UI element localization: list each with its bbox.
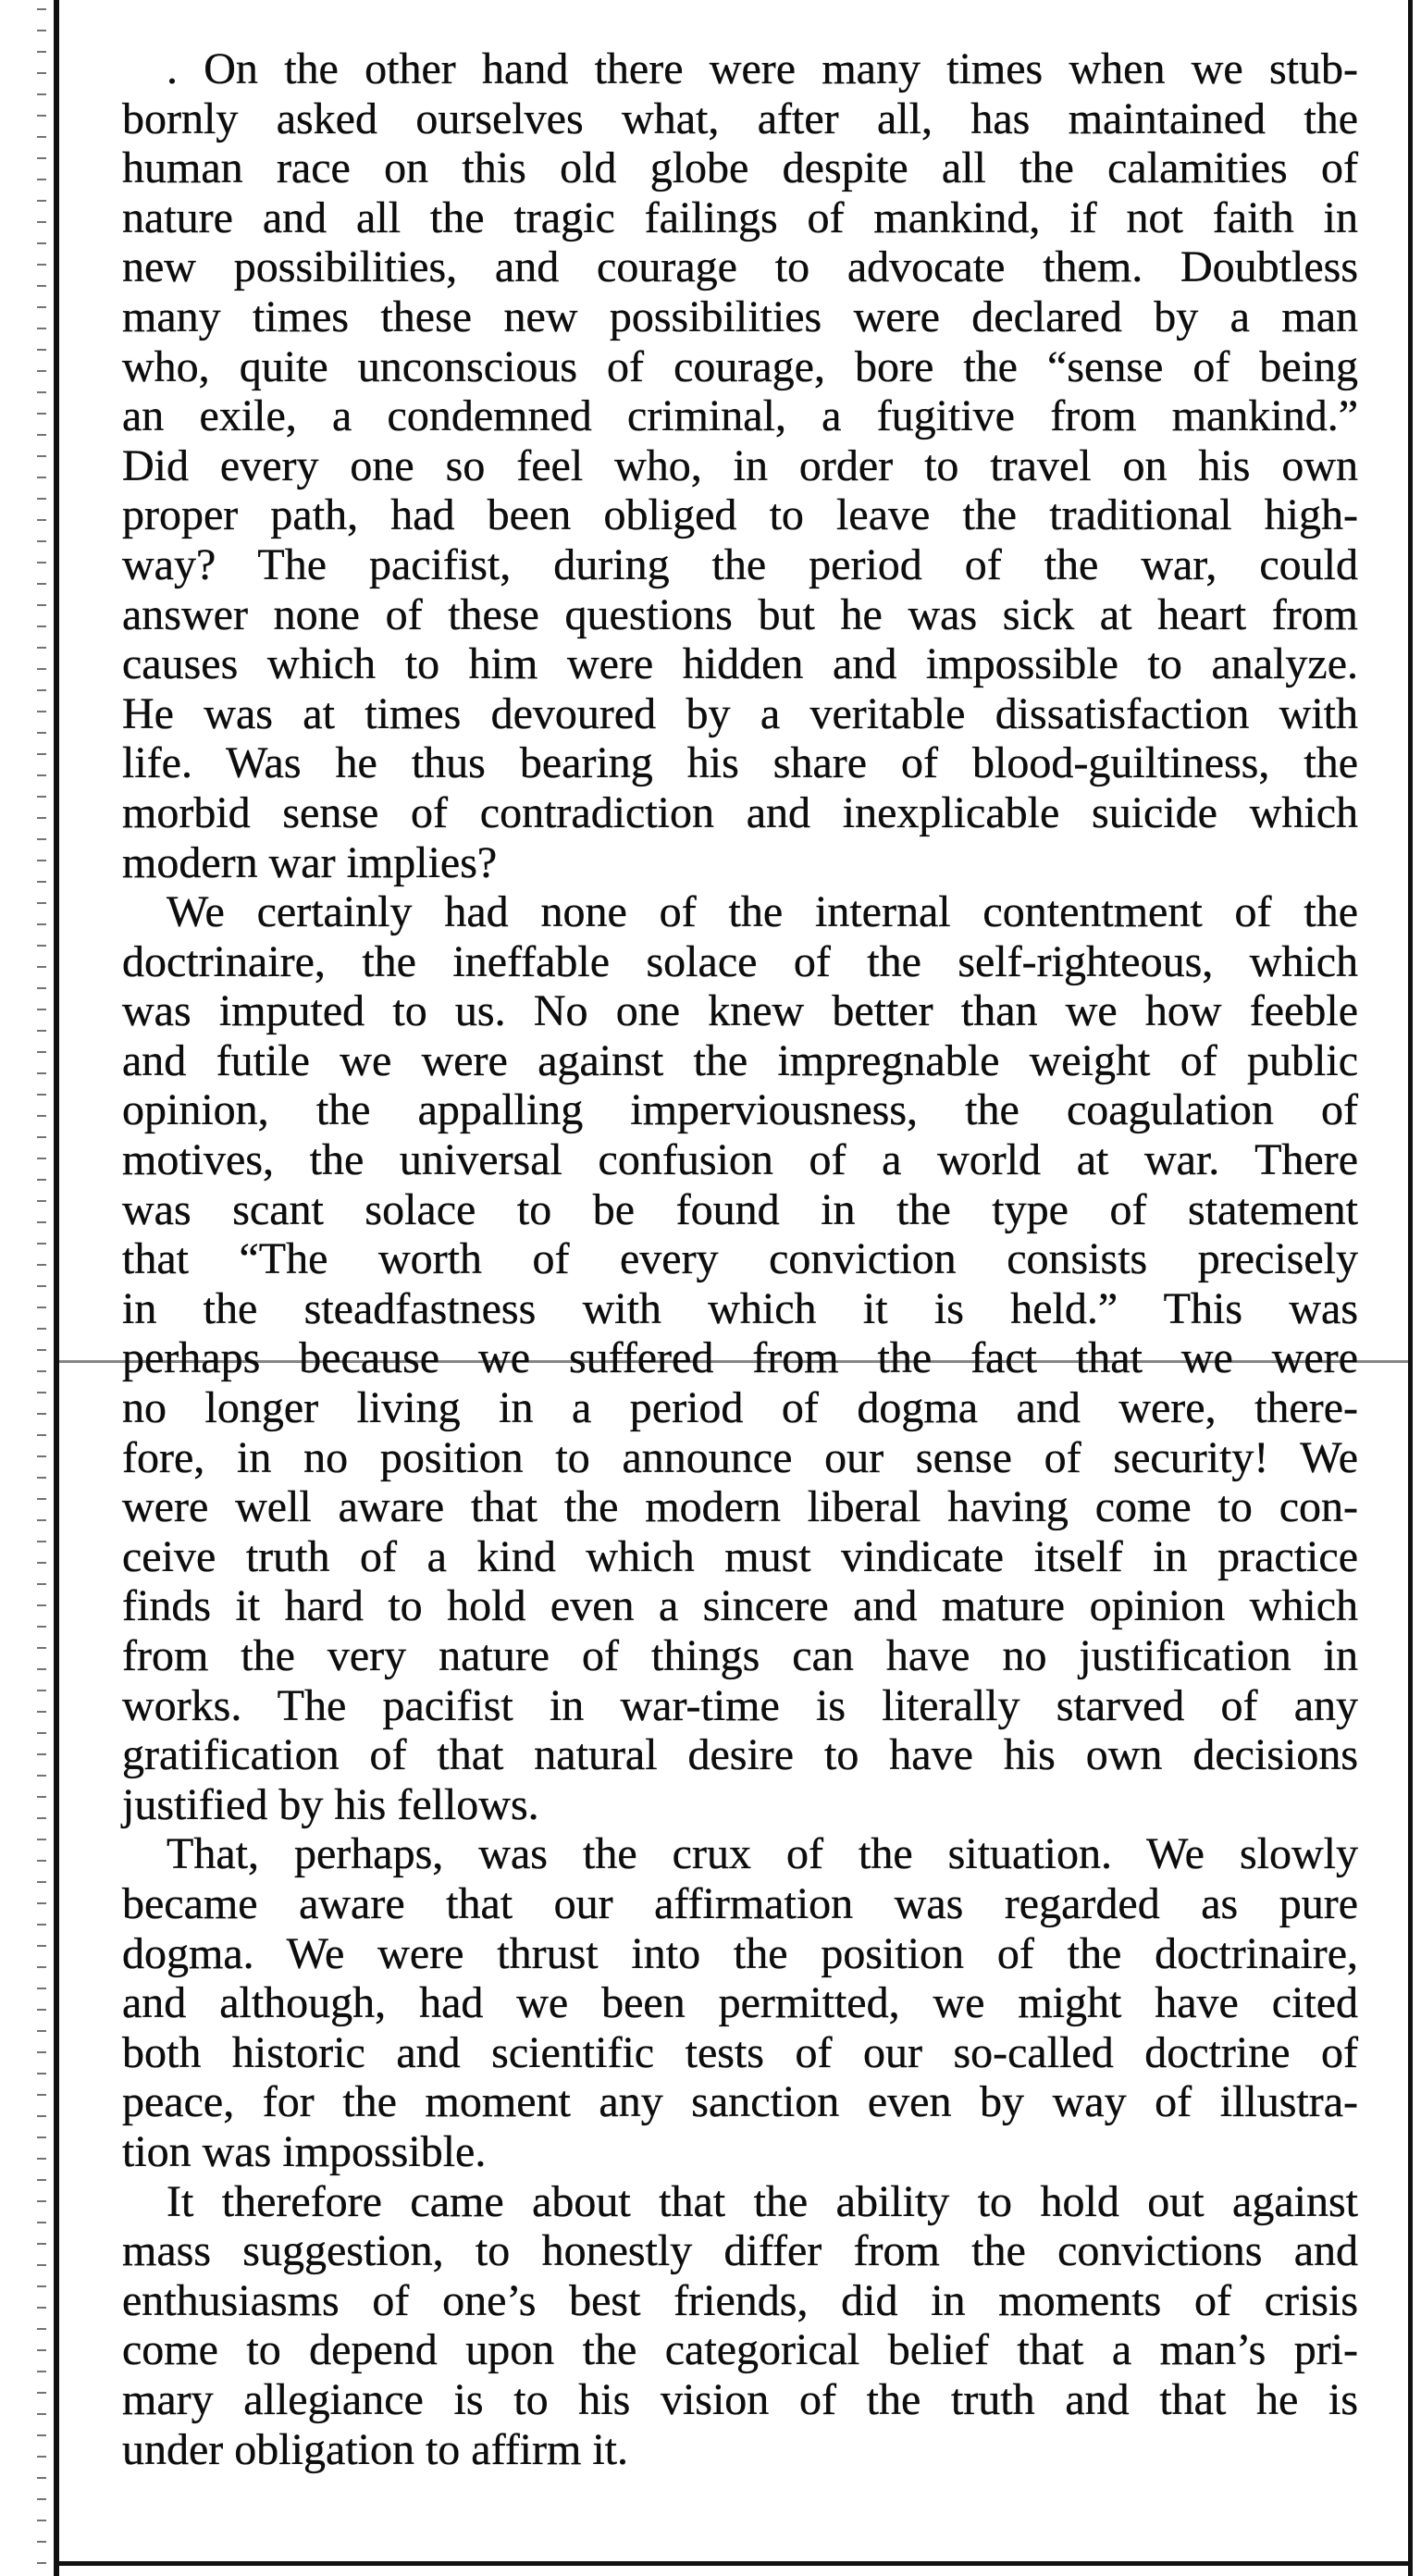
- text-line: justified by his fellows.: [122, 1779, 539, 1829]
- text-line: answer none of these questions but he was sick at heart from: [122, 589, 1358, 639]
- text-line: He was at times devoured by a veritable dissatisfaction with: [122, 688, 1358, 738]
- text-line: motives, the universal confusion of a world at war. There: [122, 1135, 1358, 1185]
- text-line: Did every one so feel who, in order to travel on his own: [122, 440, 1358, 490]
- text-line: works. The pacifist in war-time is literally starved of any: [122, 1680, 1358, 1730]
- text-line: mary allegiance is to his vision of the truth and that he is: [122, 2374, 1358, 2424]
- text-line: perhaps because we suffered from the fact that we were: [122, 1333, 1358, 1383]
- text-line: bornly asked ourselves what, after all, has maintained the: [122, 93, 1358, 143]
- text-line: doctrinaire, the ineffable solace of the self-righteous, which: [122, 936, 1358, 986]
- text-line: way? The pacifist, during the period of the war, could: [122, 539, 1358, 589]
- text-line: causes which to him were hidden and impossible to analyze.: [122, 639, 1358, 689]
- text-line: peace, for the moment any sanction even by way of illustra-: [122, 2077, 1358, 2127]
- text-line: morbid sense of contradiction and inexplicable suicide which: [122, 787, 1358, 837]
- body-text: [122, 44, 1358, 2474]
- text-line: human race on this old globe despite all the calamities of: [122, 143, 1358, 193]
- text-line: ceive truth of a kind which must vindicate itself in practice: [122, 1531, 1358, 1581]
- text-line: modern war implies?: [122, 837, 498, 887]
- text-line: under obligation to affirm it.: [122, 2424, 629, 2474]
- page-border-right: [1408, 0, 1413, 2576]
- text-line: life. Was he thus bearing his share of blood-guiltiness, the: [122, 738, 1358, 788]
- text-line: proper path, had been obliged to leave the traditional high-: [122, 490, 1358, 540]
- text-line: . On the other hand there were many times when we stub-: [167, 44, 1358, 93]
- text-line: finds it hard to hold even a sincere and mature opinion which: [122, 1581, 1358, 1631]
- text-line: new possibilities, and courage to advocate them. Doubtless: [122, 242, 1358, 292]
- text-line: tion was impossible.: [122, 2126, 487, 2176]
- text-line: and although, had we been permitted, we might have cited: [122, 1978, 1358, 2028]
- text-line: in the steadfastness with which it is held.” This was: [122, 1283, 1358, 1333]
- text-line: fore, in no position to announce our sense of security! We: [122, 1432, 1358, 1482]
- text-line: no longer living in a period of dogma and were, there-: [122, 1383, 1358, 1433]
- text-line: was imputed to us. No one knew better than we how feeble: [122, 986, 1358, 1036]
- text-line: dogma. We were thrust into the position of the doctrinaire,: [122, 1928, 1358, 1978]
- text-line: became aware that our affirmation was regarded as pure: [122, 1878, 1358, 1928]
- page-border-left: [54, 0, 59, 2576]
- text-line: That, perhaps, was the crux of the situation. We slowly: [167, 1829, 1358, 1879]
- text-line: gratification of that natural desire to have his own decisions: [122, 1730, 1358, 1780]
- text-line: We certainly had none of the internal contentment of the: [167, 887, 1358, 937]
- text-line: nature and all the tragic failings of mankind, if not faith in: [122, 192, 1358, 242]
- text-line: from the very nature of things can have no justification in: [122, 1631, 1358, 1680]
- text-line: was scant solace to be found in the type of statement: [122, 1184, 1358, 1234]
- text-line: opinion, the appalling imperviousness, the coagulation of: [122, 1085, 1358, 1135]
- text-line: many times these new possibilities were declared by a man: [122, 291, 1358, 341]
- text-line: mass suggestion, to honestly differ from the convictions and: [122, 2226, 1358, 2276]
- text-line: were well aware that the modern liberal having come to con-: [122, 1482, 1358, 1532]
- text-line: an exile, a condemned criminal, a fugitive from mankind.”: [122, 391, 1358, 441]
- text-line: and futile we were against the impregnable weight of public: [122, 1035, 1358, 1085]
- text-line: both historic and scientific tests of our so-called doctrine of: [122, 2027, 1358, 2077]
- text-line: that “The worth of every conviction consists precisely: [122, 1234, 1358, 1284]
- text-line: It therefore came about that the ability to hold out against: [167, 2176, 1358, 2226]
- text-line: who, quite unconscious of courage, bore the “sense of being: [122, 341, 1358, 391]
- binding-margin-speckle: [0, 0, 54, 2576]
- text-line: come to depend upon the categorical belief that a man’s pri-: [122, 2325, 1358, 2375]
- text-line: enthusiasms of one’s best friends, did in moments of crisis: [122, 2275, 1358, 2325]
- page-border-bottom: [54, 2561, 1413, 2566]
